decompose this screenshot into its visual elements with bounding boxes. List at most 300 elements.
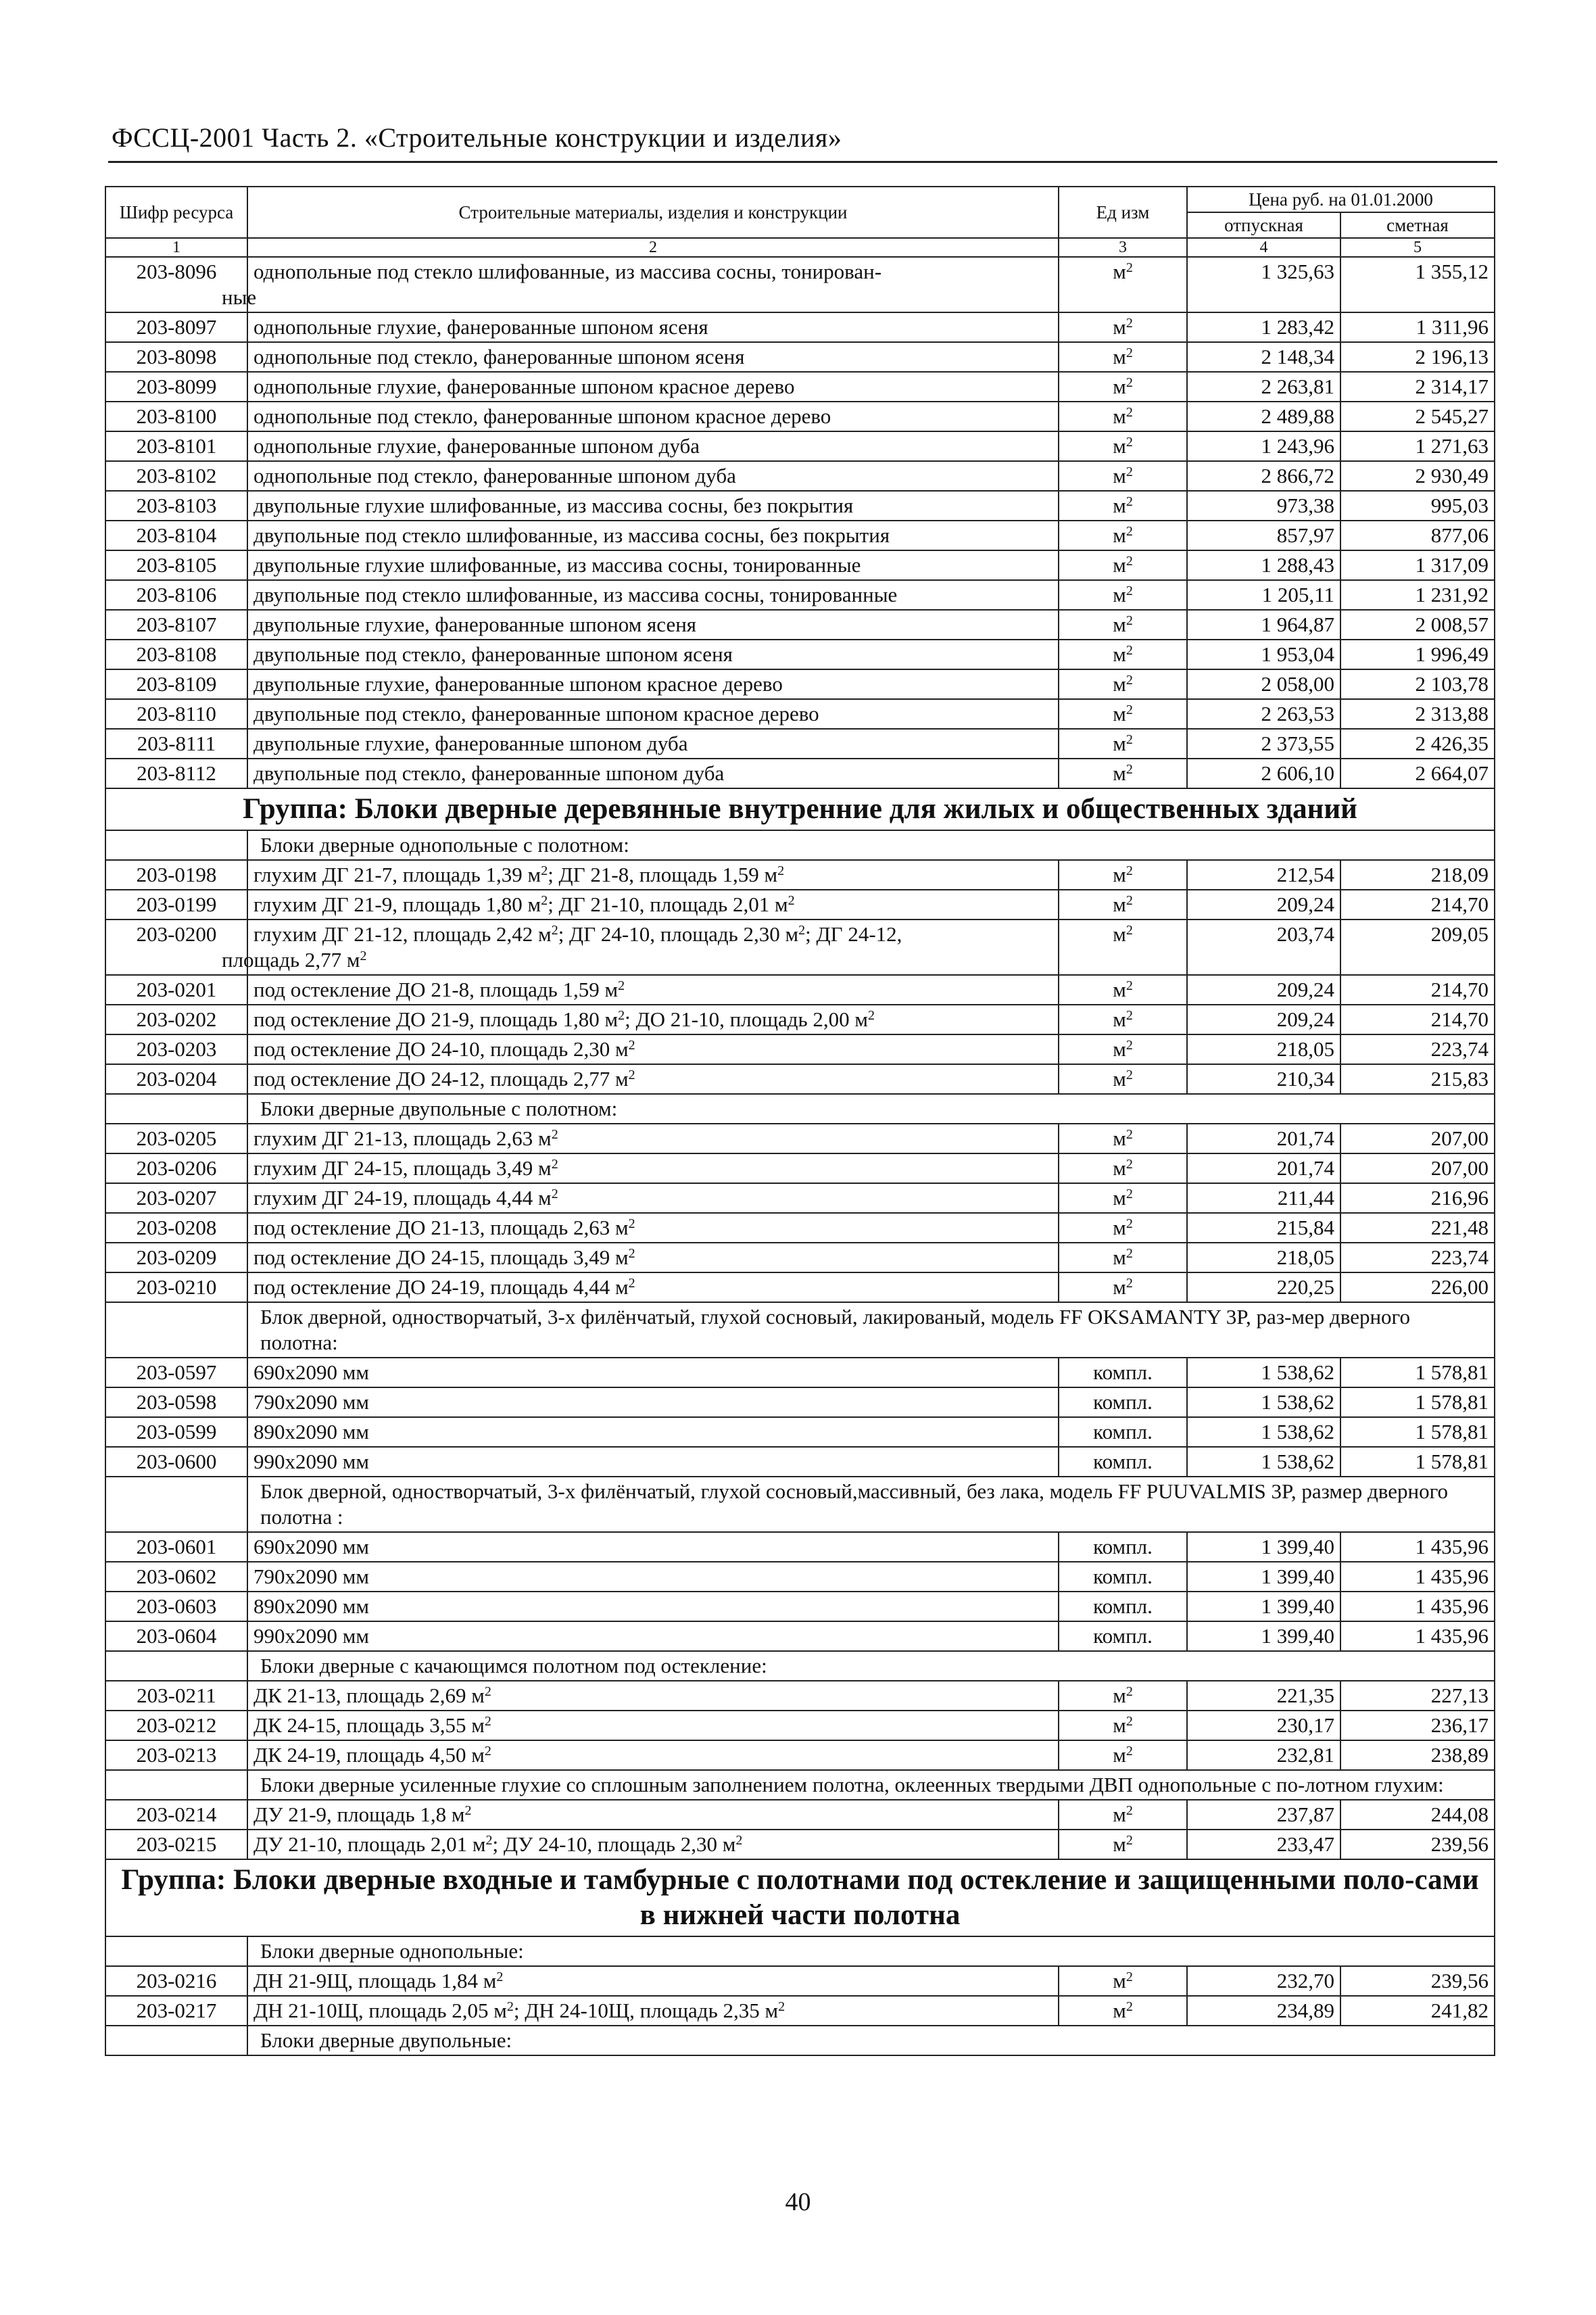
unit-cell [1059,1800,1187,1830]
release-price: 2 606,10 [1187,759,1340,788]
unit-superscript: 2 [1126,524,1133,539]
estimate-price: 239,56 [1340,1966,1495,1996]
superscript: 2 [541,863,548,878]
unit-superscript: 2 [1126,762,1133,777]
release-price: 1 538,62 [1187,1358,1340,1387]
code-cell-empty [105,1477,247,1532]
superscript: 2 [868,1008,875,1023]
unit-cell [1059,1213,1187,1243]
superscript: 2 [788,893,795,908]
unit-superscript: 2 [1126,1038,1133,1053]
release-price: 220,25 [1187,1272,1340,1302]
material-name [247,1740,1059,1770]
release-price: 1 325,63 [1187,257,1340,312]
unit-cell [1059,1005,1187,1034]
estimate-price: 207,00 [1340,1153,1495,1183]
name-text: ДУ 21-10, площадь 2,01 м [253,1832,486,1856]
material-name [247,1681,1059,1711]
name-text: двупольные под стекло шлифованные, из массива сосны, без покрытия [253,523,890,547]
unit-cell [1059,1153,1187,1183]
release-price: 1 283,42 [1187,312,1340,342]
unit-cell [1059,1830,1187,1859]
table-row [105,431,1495,461]
superscript: 2 [360,949,367,963]
column-header-release-price: отпускная [1187,212,1340,238]
unit-text: м [1113,434,1126,458]
table-row [105,975,1495,1005]
estimate-price: 209,05 [1340,920,1495,975]
superscript: 2 [485,1833,493,1848]
unit-superscript: 2 [1126,702,1133,717]
unit-superscript: 2 [1126,732,1133,747]
subheading-row [105,1094,1495,1124]
release-price: 237,87 [1187,1800,1340,1830]
name-text: однопольные под стекло, фанерованные шпоном дуба [253,464,736,487]
release-price: 218,05 [1187,1034,1340,1064]
code-cell-empty [105,2026,247,2055]
unit-text: м [1113,1969,1126,1992]
resource-code: 203-0207 [105,1183,247,1213]
resource-code: 203-0212 [105,1711,247,1740]
unit-cell [1059,1711,1187,1740]
unit-text: м [1113,1275,1126,1299]
name-text: под остекление ДО 24-15, площадь 3,49 м [253,1245,629,1269]
material-name [247,550,1059,580]
estimate-price: 218,09 [1340,860,1495,890]
superscript: 2 [484,1714,491,1729]
unit-text: компл. [1093,1565,1153,1588]
superscript: 2 [496,1970,504,1984]
superscript: 2 [618,1008,625,1023]
release-price: 212,54 [1187,860,1340,890]
unit-superscript: 2 [1126,923,1133,938]
release-price: 234,89 [1187,1996,1340,2026]
material-name [247,890,1059,920]
superscript: 2 [628,1038,635,1053]
subheading-text: Блок дверной, одностворчатый, 3-х филёнчатый, глухой сосновый, лакированый, модель FF OKSAMANTY 3P, раз-мер дверного полотна: [247,1302,1495,1358]
name-text: ДН 21-10Щ, площадь 2,05 м [253,1999,507,2022]
name-text: однопольные под стекло шлифованные, из массива сосны, тонирован- [253,260,882,283]
material-name [247,1621,1059,1651]
material-name [247,1447,1059,1477]
subheading-row [105,1936,1495,1966]
unit-text: м [1113,260,1126,283]
unit-text: м [1113,642,1126,666]
name-text: однопольные под стекло, фанерованные шпоном ясеня [253,345,745,368]
estimate-price: 214,70 [1340,975,1495,1005]
release-price: 1 953,04 [1187,640,1340,669]
name-text: ; ДГ 21-8, площадь 1,59 м [548,863,778,886]
unit-text: м [1113,1743,1126,1767]
superscript: 2 [541,893,548,908]
unit-cell [1059,1996,1187,2026]
table-row [105,1124,1495,1153]
release-price: 210,34 [1187,1064,1340,1094]
unit-cell [1059,669,1187,699]
table-row [105,1681,1495,1711]
unit-superscript: 2 [1126,1714,1133,1729]
unit-text: м [1113,1684,1126,1707]
estimate-price: 995,03 [1340,491,1495,521]
unit-superscript: 2 [1126,1803,1133,1818]
unit-superscript: 2 [1126,260,1133,275]
estimate-price: 236,17 [1340,1711,1495,1740]
unit-cell [1059,431,1187,461]
unit-text: м [1113,1126,1126,1150]
code-cell-empty [105,1302,247,1358]
material-name [222,920,1059,975]
resource-code: 203-8105 [105,550,247,580]
name-text: ДУ 21-9, площадь 1,8 м [253,1803,465,1826]
name-text: 990x2090 мм [253,1624,369,1648]
material-name [247,1966,1059,1996]
material-name [247,759,1059,788]
table-row [105,1562,1495,1592]
table-row [105,257,1495,312]
unit-superscript: 2 [1126,863,1133,878]
release-price: 1 288,43 [1187,550,1340,580]
name-text: двупольные глухие, фанерованные шпоном красное дерево [253,672,783,696]
unit-cell [1059,312,1187,342]
table-row [105,1358,1495,1387]
table-row [105,1034,1495,1064]
resource-code: 203-0202 [105,1005,247,1034]
name-text: ; ДО 21-10, площадь 2,00 м [625,1007,869,1031]
name-text: 990x2090 мм [253,1450,369,1473]
code-cell-empty [105,1094,247,1124]
unit-text: компл. [1093,1450,1153,1473]
estimate-price: 214,70 [1340,890,1495,920]
unit-superscript: 2 [1126,673,1133,688]
material-name [247,1243,1059,1272]
release-price: 2 489,88 [1187,402,1340,431]
name-text: глухим ДГ 24-15, площадь 3,49 м [253,1156,552,1180]
unit-text: м [1113,1999,1126,2022]
unit-superscript: 2 [1126,405,1133,420]
estimate-price: 238,89 [1340,1740,1495,1770]
name-text: ; ДН 24-10Щ, площадь 2,35 м [513,1999,779,2022]
superscript: 2 [628,1216,635,1231]
price-table-header [105,187,1495,257]
unit-superscript: 2 [1126,345,1133,360]
unit-cell [1059,402,1187,431]
resource-code: 203-0598 [105,1387,247,1417]
subheading-text: Блоки дверные однопольные с полотном: [247,830,1495,860]
unit-cell [1059,729,1187,759]
resource-code: 203-0604 [105,1621,247,1651]
superscript: 2 [618,978,625,993]
name-text: под остекление ДО 21-8, площадь 1,59 м [253,978,619,1001]
release-price: 1 538,62 [1187,1417,1340,1447]
column-header-unit: Ед изм [1059,187,1187,238]
release-price: 211,44 [1187,1183,1340,1213]
name-text: глухим ДГ 24-19, площадь 4,44 м [253,1186,552,1210]
table-row [105,920,1495,975]
unit-cell [1059,1592,1187,1621]
material-name [247,372,1059,402]
unit-text: м [1113,702,1126,725]
subheading-row [105,830,1495,860]
estimate-price: 2 008,57 [1340,610,1495,640]
material-name [222,257,1059,312]
unit-cell [1059,257,1187,312]
group-heading-row [105,1859,1495,1936]
resource-code: 203-8109 [105,669,247,699]
column-header-price: Цена руб. на 01.01.2000 [1187,187,1495,212]
release-price: 209,24 [1187,1005,1340,1034]
column-number-row [105,238,1495,257]
resource-code: 203-8106 [105,580,247,610]
superscript: 2 [506,1999,514,2014]
material-name [247,1562,1059,1592]
resource-code: 203-0199 [105,890,247,920]
material-name [247,431,1059,461]
superscript: 2 [551,1157,558,1172]
name-text: ДК 21-13, площадь 2,69 м [253,1684,485,1707]
unit-cell [1059,1532,1187,1562]
unit-superscript: 2 [1126,1008,1133,1023]
unit-text: компл. [1093,1594,1153,1618]
estimate-price: 1 231,92 [1340,580,1495,610]
material-name [247,669,1059,699]
release-price: 1 964,87 [1187,610,1340,640]
name-text: двупольные глухие, фанерованные шпоном ясеня [253,613,697,636]
table-row [105,1830,1495,1859]
table-row [105,580,1495,610]
table-row [105,1532,1495,1562]
name-text: ; ДГ 21-10, площадь 2,01 м [548,892,788,916]
estimate-price: 1 996,49 [1340,640,1495,669]
unit-superscript: 2 [1126,1246,1133,1261]
resource-code: 203-8112 [105,759,247,788]
estimate-price: 244,08 [1340,1800,1495,1830]
material-name [247,580,1059,610]
unit-text: м [1113,523,1126,547]
estimate-price: 227,13 [1340,1681,1495,1711]
table-row [105,461,1495,491]
unit-cell [1059,491,1187,521]
name-text: ; ДГ 24-12, [805,922,902,946]
unit-text: м [1113,1007,1126,1031]
resource-code: 203-8101 [105,431,247,461]
resource-code: 203-8103 [105,491,247,521]
unit-cell [1059,1562,1187,1592]
unit-superscript: 2 [1126,1744,1133,1759]
column-number: 5 [1340,238,1495,257]
code-cell-empty [105,1936,247,1966]
unit-text: м [1113,1067,1126,1091]
unit-cell [1059,342,1187,372]
resource-code: 203-0205 [105,1124,247,1153]
table-row [105,402,1495,431]
unit-superscript: 2 [1126,1216,1133,1231]
material-name [247,1272,1059,1302]
superscript: 2 [628,1276,635,1291]
release-price: 2 263,81 [1187,372,1340,402]
resource-code: 203-0597 [105,1358,247,1387]
page-number: 40 [785,2188,811,2216]
resource-code: 203-8111 [105,729,247,759]
table-row [105,1387,1495,1417]
superscript: 2 [778,1999,785,2014]
unit-cell [1059,920,1187,975]
price-table [105,186,1495,2056]
unit-cell [1059,1621,1187,1651]
release-price: 2 373,55 [1187,729,1340,759]
material-name [247,1005,1059,1034]
resource-code: 203-0204 [105,1064,247,1094]
table-row [105,1740,1495,1770]
unit-cell [1059,461,1187,491]
release-price: 2 058,00 [1187,669,1340,699]
unit-text: м [1113,494,1126,517]
name-text: под остекление ДО 24-19, площадь 4,44 м [253,1275,629,1299]
unit-text: м [1113,464,1126,487]
name-continuation [222,285,1053,310]
name-text: глухим ДГ 21-13, площадь 2,63 м [253,1126,552,1150]
estimate-price: 223,74 [1340,1243,1495,1272]
unit-cell [1059,1358,1187,1387]
estimate-price: 2 313,88 [1340,699,1495,729]
unit-superscript: 2 [1126,554,1133,569]
resource-code: 203-8100 [105,402,247,431]
release-price: 203,74 [1187,920,1340,975]
name-text: под остекление ДО 21-9, площадь 1,80 м [253,1007,619,1031]
superscript: 2 [735,1833,743,1848]
unit-superscript: 2 [1126,613,1133,628]
table-row [105,759,1495,788]
table-row [105,1966,1495,1996]
unit-superscript: 2 [1126,1127,1133,1142]
column-header-estimate-price: сметная [1340,212,1495,238]
table-row [105,1621,1495,1651]
unit-text: м [1113,583,1126,606]
unit-superscript: 2 [1126,583,1133,598]
estimate-price: 1 578,81 [1340,1358,1495,1387]
unit-text: компл. [1093,1624,1153,1648]
resource-code: 203-0206 [105,1153,247,1183]
material-name [247,1064,1059,1094]
subheading-text: Блоки дверные усиленные глухие со сплошным заполнением полотна, оклеенных твердыми ДВП однопольные с по-лотном глухим: [247,1770,1495,1800]
subheading-text: Блоки дверные двупольные: [247,2026,1495,2055]
estimate-price: 1 435,96 [1340,1532,1495,1562]
unit-superscript: 2 [1126,1833,1133,1848]
resource-code: 203-8102 [105,461,247,491]
resource-code: 203-0198 [105,860,247,890]
release-price: 215,84 [1187,1213,1340,1243]
unit-cell [1059,640,1187,669]
name-text: 690x2090 мм [253,1360,369,1384]
table-row [105,1800,1495,1830]
unit-cell [1059,1183,1187,1213]
resource-code: 203-0209 [105,1243,247,1272]
table-row [105,1183,1495,1213]
unit-text: м [1113,1245,1126,1269]
release-price: 233,47 [1187,1830,1340,1859]
release-price: 2 148,34 [1187,342,1340,372]
column-header-name: Строительные материалы, изделия и конструкции [247,187,1059,238]
name-text: площадь 2,77 м [222,948,360,972]
unit-cell [1059,1681,1187,1711]
table-row [105,372,1495,402]
resource-code: 203-0601 [105,1532,247,1562]
name-text: ; ДУ 24-10, площадь 2,30 м [492,1832,736,1856]
unit-cell [1059,580,1187,610]
estimate-price: 877,06 [1340,521,1495,550]
code-cell-empty [105,1770,247,1800]
group-heading: Группа: Блоки дверные входные и тамбурные с полотнами под остекление и защищенными поло-сами в нижней части полотна [105,1859,1495,1936]
unit-superscript: 2 [1126,1684,1133,1699]
unit-text: м [1113,404,1126,428]
material-name [247,1417,1059,1447]
superscript: 2 [484,1684,491,1699]
table-row [105,1243,1495,1272]
unit-text: м [1113,892,1126,916]
estimate-price: 239,56 [1340,1830,1495,1859]
column-number: 4 [1187,238,1340,257]
material-name [247,1592,1059,1621]
estimate-price: 2 545,27 [1340,402,1495,431]
material-name [247,461,1059,491]
group-heading: Группа: Блоки дверные деревянные внутренние для жилых и общественных зданий [105,788,1495,830]
resource-code: 203-8099 [105,372,247,402]
subheading-text: Блоки дверные однопольные: [247,1936,1495,1966]
unit-cell [1059,1966,1187,1996]
estimate-price: 1 435,96 [1340,1592,1495,1621]
table-row [105,1213,1495,1243]
unit-text: м [1113,672,1126,696]
superscript: 2 [628,1068,635,1082]
unit-superscript: 2 [1126,893,1133,908]
material-name [247,1387,1059,1417]
estimate-price: 2 426,35 [1340,729,1495,759]
name-text: 890x2090 мм [253,1420,369,1443]
unit-superscript: 2 [1126,643,1133,658]
table-row [105,729,1495,759]
unit-superscript: 2 [1126,1187,1133,1201]
material-name [247,1183,1059,1213]
release-price: 973,38 [1187,491,1340,521]
table-row [105,1064,1495,1094]
name-text: однопольные глухие, фанерованные шпоном красное дерево [253,375,795,398]
table-row [105,342,1495,372]
resource-code: 203-0200 [105,920,247,975]
material-name [247,1213,1059,1243]
material-name [247,402,1059,431]
release-price: 232,70 [1187,1966,1340,1996]
unit-text: м [1113,732,1126,755]
resource-code: 203-8110 [105,699,247,729]
resource-code: 203-8108 [105,640,247,669]
name-text: глухим ДГ 21-7, площадь 1,39 м [253,863,541,886]
material-name [247,1034,1059,1064]
name-text: ДН 21-9Щ, площадь 1,84 м [253,1969,497,1992]
table-row [105,860,1495,890]
resource-code: 203-8096 [105,257,247,312]
resource-code: 203-8104 [105,521,247,550]
table-row [105,521,1495,550]
name-text: ДК 24-19, площадь 4,50 м [253,1743,485,1767]
table-row [105,1417,1495,1447]
unit-superscript: 2 [1126,316,1133,331]
unit-text: м [1113,1037,1126,1061]
unit-superscript: 2 [1126,1068,1133,1082]
unit-cell [1059,550,1187,580]
subheading-row [105,1770,1495,1800]
resource-code: 203-8098 [105,342,247,372]
estimate-price: 221,48 [1340,1213,1495,1243]
name-text: 890x2090 мм [253,1594,369,1618]
